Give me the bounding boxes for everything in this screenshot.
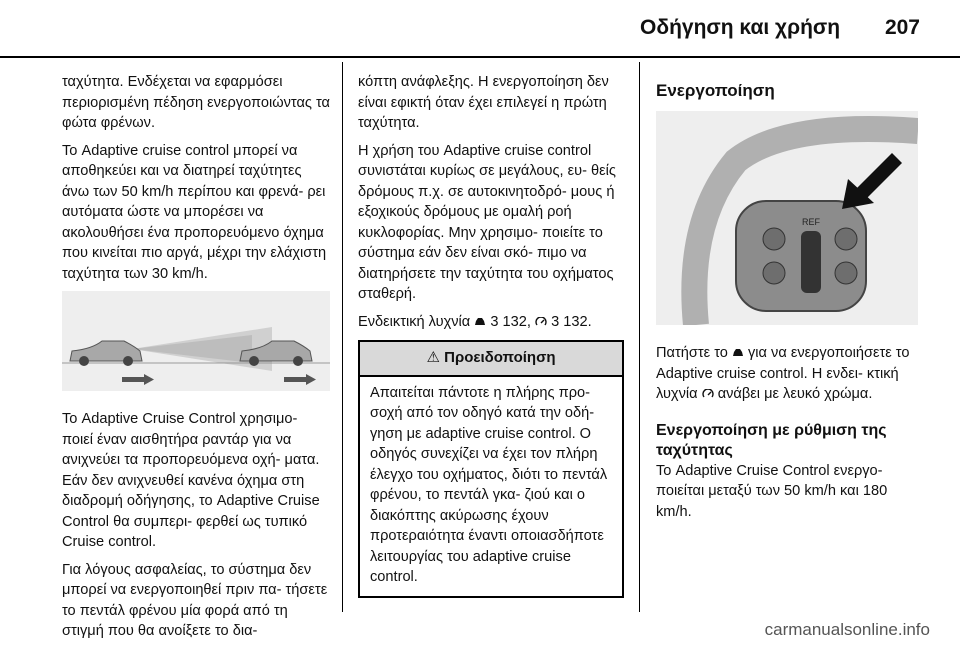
- text-fragment: ανάβει με λευκό χρώμα.: [717, 386, 873, 402]
- paragraph: Το Adaptive Cruise Control χρησιμο‐ ποιεί έναν αισθητήρα ραντάρ για να ανιχνεύει τα προπορευόμενα οχή‐ ματα. Εάν δεν ανιχνευθεί κανένα όχημα στη διαδρομή οδήγησης, το Adaptive Cruise Control θα συμπερι‐ φερθεί ως τυπικό Cruise control.: [62, 411, 320, 550]
- warning-box: [358, 340, 624, 598]
- column-3: [656, 72, 918, 529]
- page-header-title: Οδήγηση και χρήση: [640, 16, 841, 39]
- vehicle-ahead-icon: [732, 348, 744, 358]
- steering-wheel-controls-illustration: [656, 111, 918, 325]
- page-reference: 3 132,: [490, 313, 531, 330]
- header-rule: [0, 56, 960, 58]
- cruise-control-icon: [535, 317, 547, 327]
- section-title: Ενεργοποίηση: [656, 81, 775, 100]
- page-reference: 3 132.: [551, 313, 592, 330]
- warning-icon: ⚠: [426, 349, 440, 366]
- paragraph: Το Adaptive cruise control μπορεί να αποθηκεύει και να διατηρεί ταχύτητες άνω των 50 km/h περίπου και φρενά‐ ρει αυτόματα ώστε να μπορέσει να ακολουθήσει ένα προπορευόμενο όχημα που κινείται πιο αργά, μέχρι την ελάχιστη ταχύτητα των 30 km/h.: [62, 142, 327, 282]
- paragraph: κόπτη ανάφλεξης. Η ενεργοποίηση δεν είναι εφικτή όταν έχει επιλεγεί η πρώτη ταχύτητα.: [358, 74, 609, 131]
- watermark: carmanualsonline.info: [764, 620, 930, 639]
- paragraph: ταχύτητα. Ενδέχεται να εφαρμόσει περιορισμένη πέδηση ενεργοποιώντας τα φώτα φρένων.: [62, 74, 330, 131]
- page-number: 207: [884, 16, 920, 39]
- vehicle-ahead-icon: [474, 317, 486, 327]
- paragraph: Η χρήση του Adaptive cruise control συνιστάται κυρίως σε μεγάλους, ευ‐ θείς δρόμους π.χ. σε αυτοκινητοδρό‐ μους ή εξοχικούς δρόμους με ομαλή ροή κυκλοφορίας. Μην χρησιμο‐ ποιείτε το σύστημα εάν δεν είναι σκό‐ πιμο να διατηρήσετε την ταχύτητα του οχήματος σταθερή.: [358, 142, 616, 302]
- text-fragment: Πατήστε το: [656, 345, 728, 361]
- column-2: [358, 72, 624, 598]
- subsection-title: Ενεργοποίηση με ρύθμιση της ταχύτητας: [656, 421, 887, 459]
- paragraph: [656, 343, 918, 405]
- radar-illustration: [62, 291, 330, 391]
- paragraph: Για λόγους ασφαλείας, το σύστημα δεν μπορεί να ενεργοποιηθεί πριν πα‐ τήσετε το πεντάλ φρένου μία φορά από τη στιγμή που θα ανοίξετε το δια‐: [62, 561, 328, 639]
- warning-header: [360, 342, 622, 377]
- indicator-reference: [358, 312, 624, 333]
- indicator-label: Ενδεικτική λυχνία: [358, 313, 471, 330]
- column-divider: [639, 62, 640, 612]
- column-divider: [342, 62, 343, 612]
- paragraph: Το Adaptive Cruise Control ενεργο‐ ποιείται μεταξύ των 50 km/h και 180 km/h.: [656, 462, 888, 520]
- warning-text: Απαιτείται πάντοτε η πλήρης προ‐ σοχή από τον οδηγό κατά την οδή‐ γηση με adaptive cruise control. Ο οδηγός συνεχίζει να έχει τον πλήρη έλεγχο του οχήματος, διότι το πεντάλ φρένου, το πεντάλ γκα‐ ζιού και ο διακόπτης ακύρωσης έχουν προτεραιότητα έναντι οποιασδήποτε λειτουργίας του adaptive cruise control.: [370, 384, 608, 585]
- text-fragment: για να ενεργοποιήσετε το Adaptive cruise control. Η ενδει‐ κτική λυχνία: [656, 345, 910, 402]
- cruise-control-icon: [702, 389, 714, 399]
- warning-title: Προειδοποίηση: [444, 349, 556, 366]
- ref-label: REF: [802, 217, 820, 227]
- column-1: [62, 72, 330, 649]
